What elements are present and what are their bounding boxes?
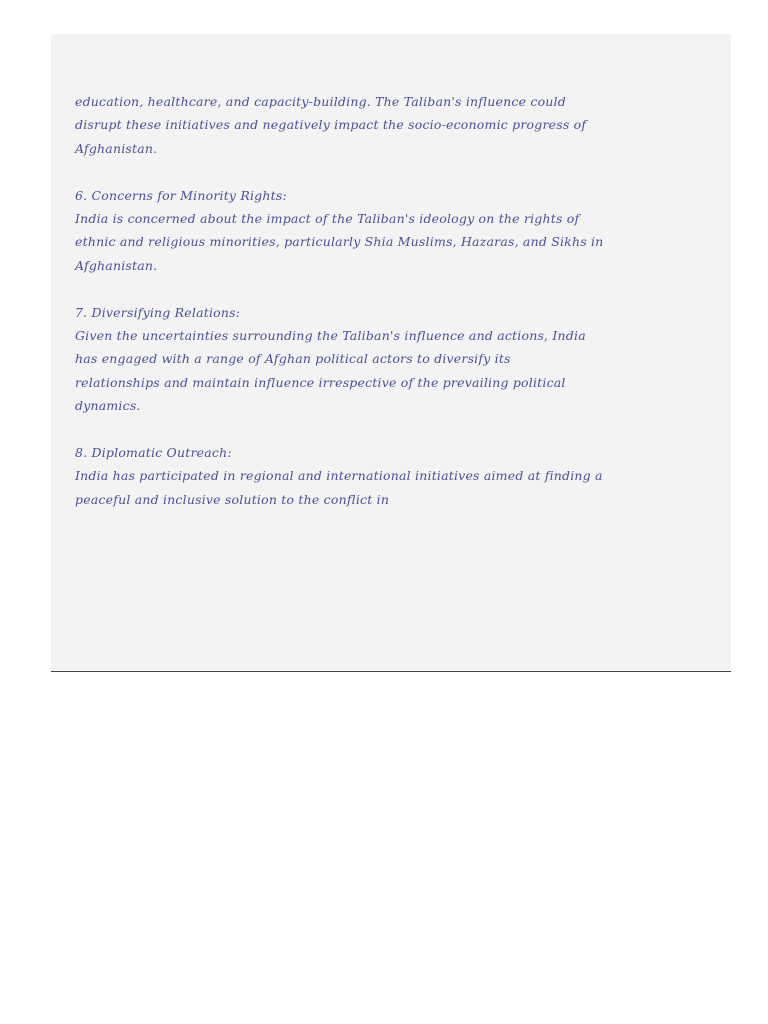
- paragraph-diplomatic-outreach: [75, 441, 715, 511]
- paragraph-minority-rights: [75, 184, 715, 278]
- text-line: relationships and maintain influence irrespective of the prevailing political: [75, 374, 566, 390]
- text-line: disrupt these initiatives and negatively impact the socio-economic progress of: [75, 117, 587, 133]
- paragraph-diversifying-relations: [75, 301, 715, 418]
- text-line: ethnic and religious minorities, particularly Shia Muslims, Hazaras, and Sikhs in: [75, 234, 604, 250]
- text-line: peaceful and inclusive solution to the conflict in: [75, 491, 390, 507]
- text-line: Afghanistan.: [75, 140, 158, 156]
- section-heading: 6. Concerns for Minority Rights:: [75, 187, 287, 203]
- text-line: dynamics.: [75, 398, 141, 414]
- text-line: education, healthcare, and capacity-building. The Taliban's influence could: [75, 94, 566, 109]
- section-heading: 7. Diversifying Relations:: [75, 304, 241, 320]
- text-line: Afghanistan.: [75, 257, 158, 273]
- text-line: has engaged with a range of Afghan political actors to diversify its: [75, 351, 511, 367]
- note-content: [75, 90, 715, 534]
- text-line: Given the uncertainties surrounding the Taliban's influence and actions, India: [75, 327, 586, 343]
- text-line: India has participated in regional and international initiatives aimed at finding a: [75, 468, 603, 484]
- paragraph-education: [75, 90, 715, 160]
- section-heading: 8. Diplomatic Outreach:: [75, 444, 232, 460]
- note-page: [51, 34, 731, 672]
- text-line: India is concerned about the impact of the Taliban's ideology on the rights of: [75, 210, 580, 226]
